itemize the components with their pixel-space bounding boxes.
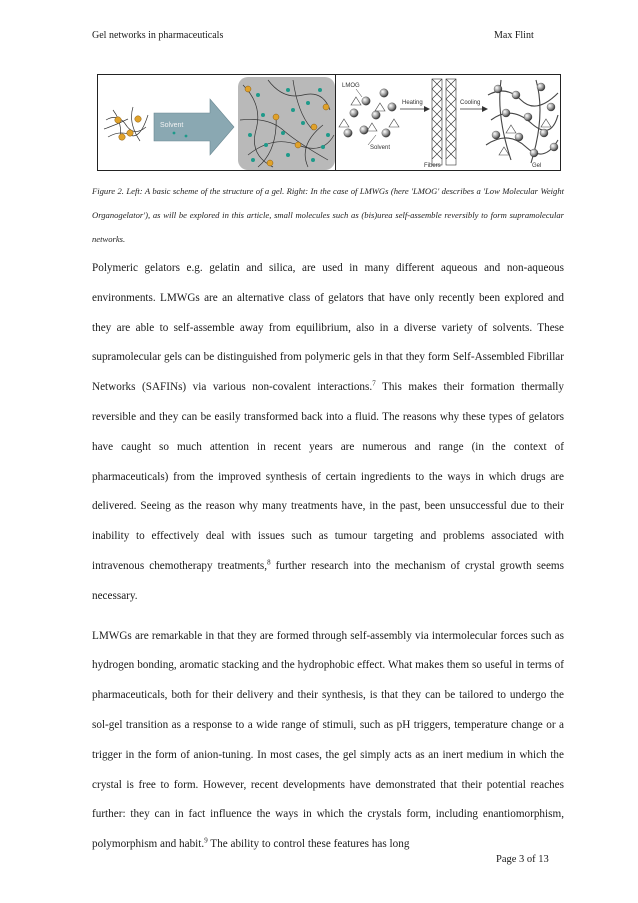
solvent-label: Solvent	[160, 122, 184, 129]
author-name: Max Flint	[494, 30, 534, 41]
fibers-label: Fibers	[424, 163, 441, 169]
cooling-arrow-icon	[482, 106, 488, 112]
gel-label: Gel	[532, 163, 542, 169]
lmog-assembly-scheme	[335, 75, 561, 170]
reference-9: 9	[204, 836, 208, 845]
reference-8: 8	[267, 558, 271, 567]
paragraph-2: LMWGs are remarkable in that they are formed through self-assembly via intermolecular forces such as hydrogen bonding, aromatic stacking and the hydrophobic effect. What makes them so useful in terms of pharmaceuticals, both for their delivery and their synthesis, is that they can be tailored to undergo the sol-gel transition as a response to a wide range of stimuli, such as pH triggers, temperature change or a trigger in the form of anion-tuning. In most cases, the gel simply acts as an inert medium in which the crystal is free to form. However, recent developments have demonstrated that their potential reaches further: they can in fact influence the ways in which the crystals form, including enantiomorphism, polymorphism and habit.$^9$ The ability to control these features has long	[92, 629, 564, 851]
gel-structure-scheme	[98, 75, 335, 170]
figure-caption: Figure 2. Left: A basic scheme of the structure of a gel. Right: In the case of LMWGs (here 'LMOG' describes a 'Low Molecular Weight Organogelator'), as will be explored in this article, small molecules such as (bis)urea self-assemble reversibly to form supramolecular networks.	[92, 186, 564, 244]
body-text	[92, 254, 564, 870]
figure-2	[97, 74, 561, 171]
paragraph-1: Polymeric gelators e.g. gelatin and silica, are used in many different aqueous and non-aqueous environments. LMWGs are an alternative class of gelators that have only recently been explored and they are able to self-assemble away from equilibrium, also in a diverse variety of solvents. These supramolecular gels can be distinguished from polymeric gels in that they form Self-Assembled Fibrillar Networks (SAFINs) via various non-covalent interactions.$^7$ This makes their formation thermally reversible and they can be easily transformed back into a fluid. The reasons why these types of gelators have caught so much attention in recent years are numerous and range (in the context of pharmaceuticals) from the improved synthesis of certain ingredients to the ways in which drugs are delivered. Seeing as the reason why many treatments have, in the past, been unsuccessful due to their inability to effectively deal with issues such as tumour targeting and problems associated with intravenous chemotherapy treatments,$^8$ further research into the mechanism of crystal growth seems necessary.	[92, 262, 564, 602]
solvent-label-right: Solvent	[370, 145, 391, 151]
heating-label: Heating	[402, 100, 423, 106]
fiber-columns-icon	[432, 79, 456, 165]
cooling-label: Cooling	[460, 100, 481, 106]
page-number: Page 3 of 13	[496, 854, 549, 865]
running-title: Gel networks in pharmaceuticals	[92, 30, 224, 41]
gelator-cluster-icon	[104, 107, 148, 141]
reference-7: 7	[372, 379, 376, 388]
lmog-label: LMOG	[342, 83, 360, 89]
heating-arrow-icon	[424, 106, 430, 112]
